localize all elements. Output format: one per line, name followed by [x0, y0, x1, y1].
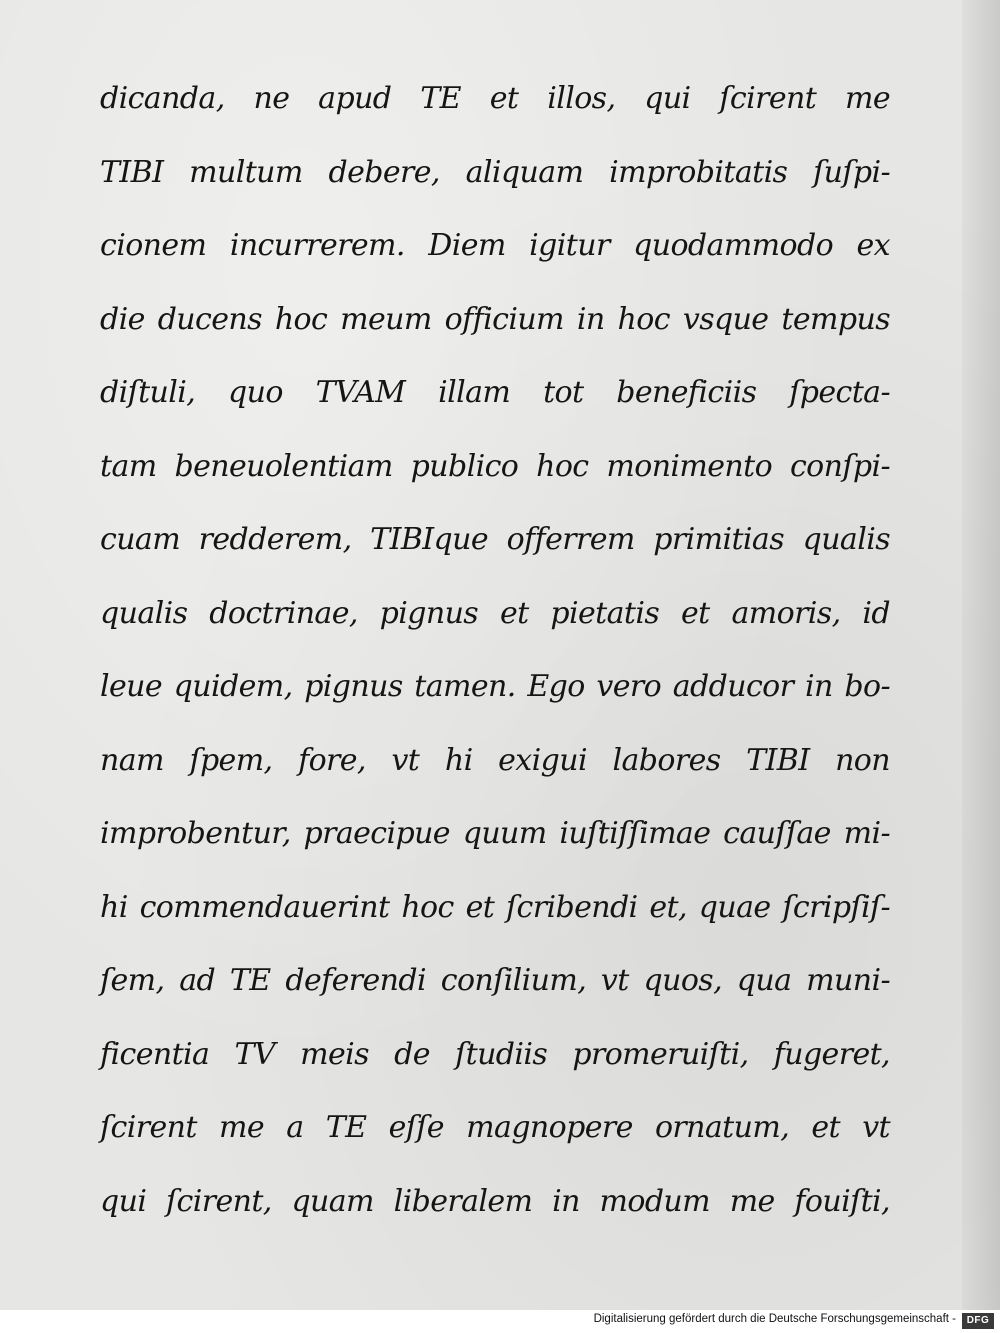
page-edge-shadow: [962, 0, 1000, 1310]
text-line: ſem, ad TE deferendi conſilium, vt quos, qua muni-: [100, 963, 890, 998]
text-line: leue quidem, pignus tamen. Ego vero adducor in bo-: [100, 669, 890, 704]
text-line: die ducens hoc meum officium in hoc vsque tempus: [100, 301, 890, 337]
text-line: qui ſcirent, quam liberalem in modum me fouiſti,: [100, 1183, 890, 1219]
text-line: cuam redderem, TIBIque offerrem primitias qualis: [100, 522, 890, 557]
text-line: ficentia TV meis de ſtudiis promeruiſti, fugeret,: [100, 1036, 890, 1072]
digitization-credit: Digitalisierung gefördert durch die Deutsche Forschungsgemeinschaft -: [593, 1313, 956, 1325]
text-line: dicanda, ne apud TE et illos, qui ſcirent me: [100, 81, 890, 116]
body-text: [100, 62, 890, 1238]
text-line: diſtuli, quo TVAM illam tot beneficiis ſpecta-: [100, 375, 890, 410]
text-line: TIBI multum debere, aliquam improbitatis ſuſpi-: [100, 154, 890, 190]
text-line: tam beneuolentiam publico hoc monimento conſpi-: [100, 448, 890, 484]
text-line: nam ſpem, fore, vt hi exigui labores TIBI non: [100, 742, 890, 778]
text-line: improbentur, praecipue quum iuſtiſſimae cauſſae mi-: [100, 816, 890, 851]
text-line: hi commendauerint hoc et ſcribendi et, quae ſcripſiſ-: [100, 889, 890, 925]
text-line: cionem incurrerem. Diem igitur quodammodo ex: [100, 228, 890, 263]
text-line: qualis doctrinae, pignus et pietatis et amoris, id: [100, 595, 890, 631]
dfg-logo: DFG: [962, 1313, 994, 1329]
footer-bar: [0, 1310, 1000, 1333]
text-line: ſcirent me a TE eſſe magnopere ornatum, et vt: [100, 1110, 890, 1145]
